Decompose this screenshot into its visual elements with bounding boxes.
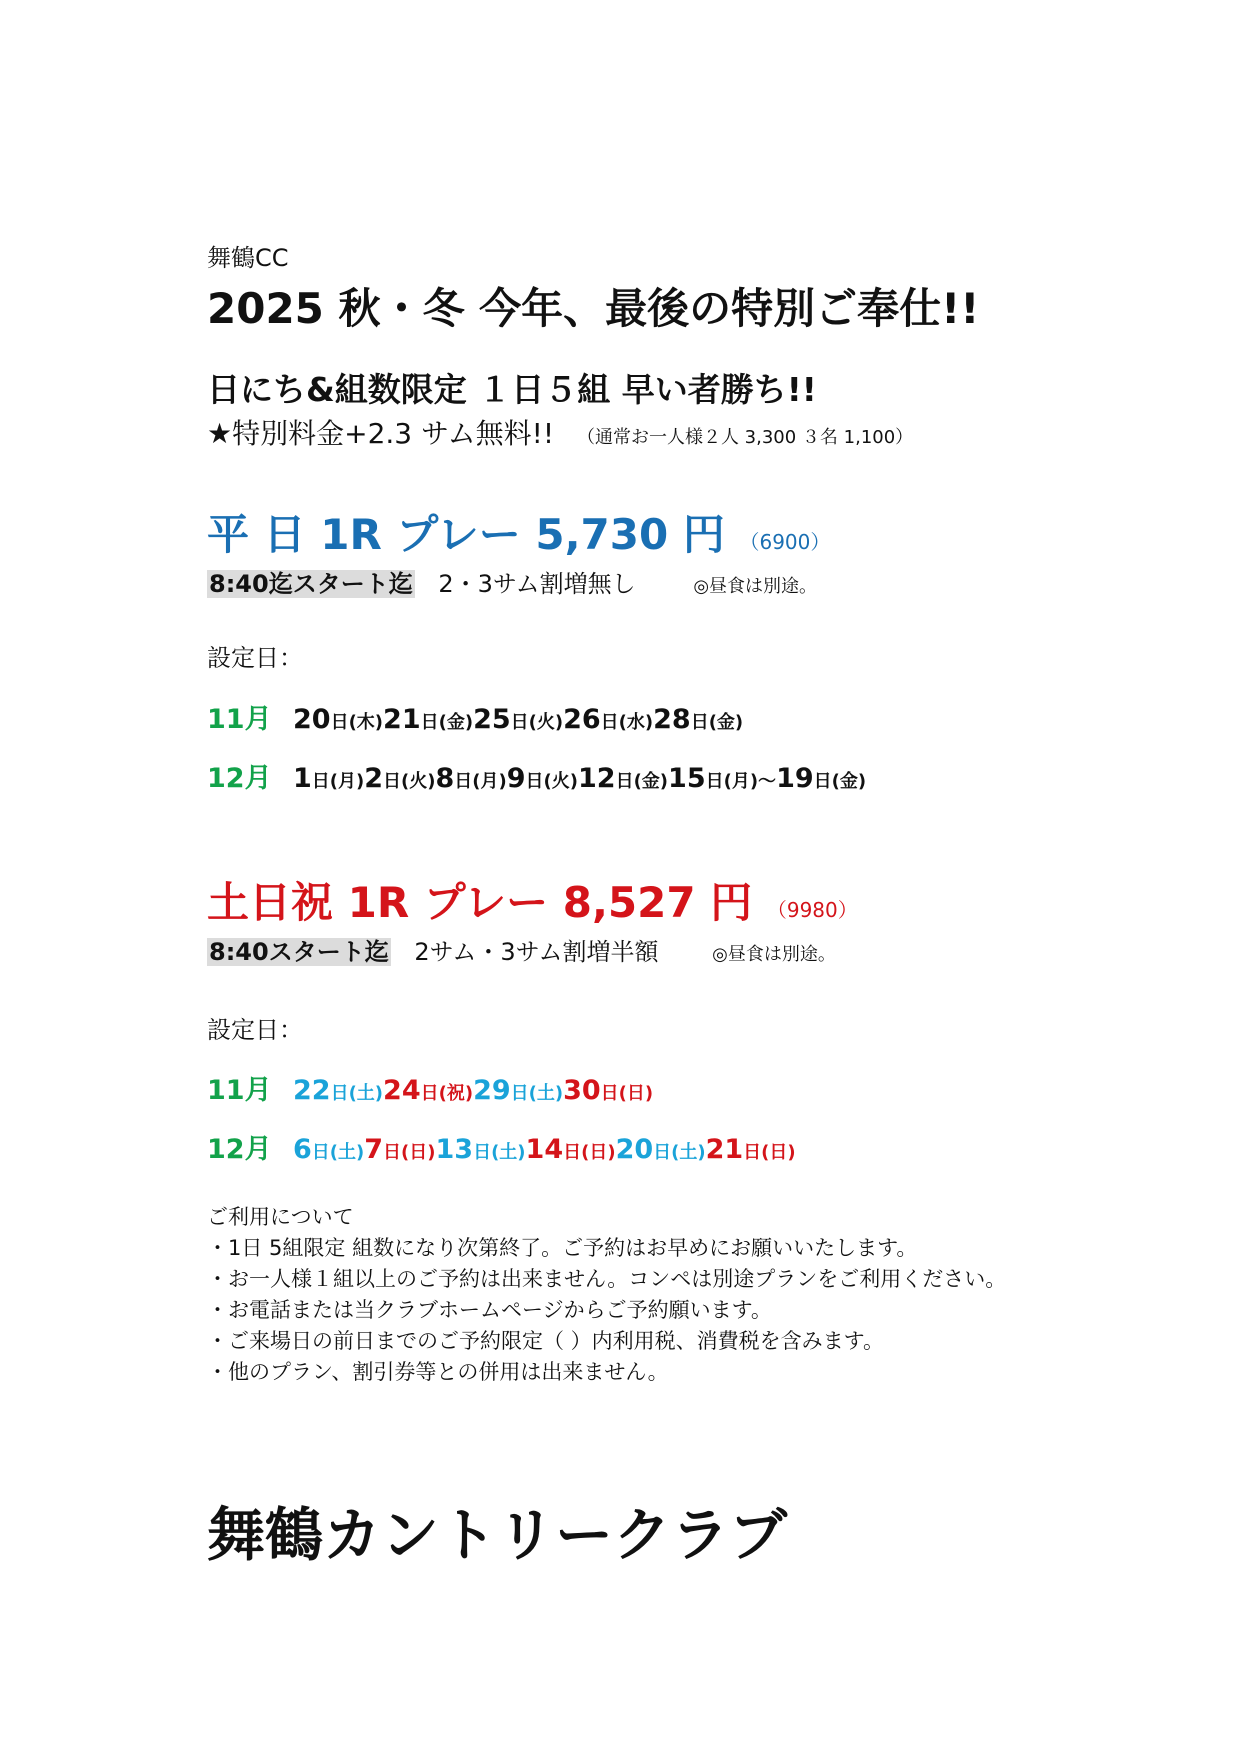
usage-notes <box>207 1202 1006 1388</box>
date-weekday: (火) <box>401 771 436 792</box>
date-item <box>525 1134 616 1165</box>
date-weekday: (金) <box>633 771 669 792</box>
date-item <box>383 704 474 735</box>
weekend-dec-days <box>293 1134 796 1165</box>
page-title: 2025 秋・冬 今年、最後の特別ご奉仕!! <box>207 284 980 333</box>
special-offer <box>207 412 913 452</box>
weekend-start-time: 8:40スタート迄 <box>209 938 389 966</box>
date-day-unit: 日 <box>383 1142 402 1163</box>
weekend-plan-heading <box>207 870 858 930</box>
date-number: 30 <box>563 1075 601 1106</box>
weekday-dec-label: 12月 <box>207 763 272 794</box>
date-weekday: (金) <box>438 712 474 733</box>
date-day-unit: 日 <box>600 712 619 733</box>
date-number: 22 <box>293 1075 331 1106</box>
usage-note-item: ・お電話または当クラブホームページからご予約願います。 <box>207 1298 772 1322</box>
date-item <box>383 1075 474 1106</box>
weekend-price-heading: 土日祝 1R プレー 8,527 円 <box>207 878 753 927</box>
date-number: 9 <box>506 763 526 794</box>
weekend-surcharge: 2サム・3サム割増半額 <box>414 938 659 966</box>
date-number: 12 <box>578 763 616 794</box>
date-day-unit: 日 <box>615 771 634 792</box>
date-item <box>364 763 436 794</box>
date-number: 15 <box>668 763 706 794</box>
weekday-conditions <box>207 564 817 599</box>
date-day-unit: 日 <box>525 771 544 792</box>
date-day-unit: 日 <box>311 1142 330 1163</box>
date-item <box>653 704 744 735</box>
date-item <box>293 1075 384 1106</box>
limited-offer-subtitle: 日にち&組数限定 １日５組 早い者勝ち!! <box>207 370 817 409</box>
date-weekday: (火) <box>528 712 564 733</box>
weekday-dec-days <box>293 763 867 794</box>
weekend-nov-label: 11月 <box>207 1075 272 1106</box>
date-day-unit: 日 <box>705 771 724 792</box>
date-weekday: (土) <box>671 1142 706 1163</box>
date-weekday: (火) <box>543 771 578 792</box>
date-number: 26 <box>563 704 601 735</box>
date-weekday: (日) <box>581 1142 616 1163</box>
weekend-nov-days <box>293 1075 654 1106</box>
date-item <box>364 1134 436 1165</box>
date-item <box>435 1134 526 1165</box>
date-number: 28 <box>653 704 691 735</box>
weekday-plan-heading <box>207 502 830 562</box>
date-number: 6 <box>293 1134 312 1165</box>
date-weekday: (祝) <box>438 1083 474 1104</box>
date-day-unit: 日 <box>653 1142 672 1163</box>
date-number: 29 <box>473 1075 511 1106</box>
club-name-footer: 舞鶴カントリークラブ <box>207 1501 788 1569</box>
date-weekday: (金) <box>831 771 867 792</box>
date-item <box>668 763 777 794</box>
date-item <box>578 763 669 794</box>
weekday-nov-label: 11月 <box>207 704 272 735</box>
usage-note-item: ・ご来場日の前日までのご予約限定（ ）内利用税、消費税を含みます。 <box>207 1329 884 1353</box>
date-number: 14 <box>525 1134 564 1165</box>
date-day-unit: 日 <box>510 712 529 733</box>
date-number: 25 <box>473 704 511 735</box>
date-number: 7 <box>364 1134 384 1165</box>
date-weekday: (日) <box>761 1142 796 1163</box>
date-day-unit: 日 <box>690 712 709 733</box>
weekday-surcharge: 2・3サム割増無し <box>438 570 636 598</box>
date-number: 2 <box>364 763 384 794</box>
usage-note-item: ・1日 5組限定 組数になり次第終了。ご予約はお早めにお願いいたします。 <box>207 1236 918 1260</box>
date-item <box>435 763 507 794</box>
weekend-nov-row <box>207 1068 653 1107</box>
date-weekday: (月) <box>329 771 365 792</box>
date-number: 21 <box>383 704 421 735</box>
date-weekday: (日) <box>618 1083 654 1104</box>
date-day-unit: 日 <box>600 1083 619 1104</box>
date-weekday: (土) <box>329 1142 365 1163</box>
weekday-lunch-note: ◎昼食は別途。 <box>693 576 818 597</box>
date-item <box>293 704 384 735</box>
date-weekday: (土) <box>528 1083 564 1104</box>
date-item <box>473 704 564 735</box>
date-weekday: (土) <box>348 1083 384 1104</box>
date-day-unit: 日 <box>510 1083 529 1104</box>
date-item <box>506 763 578 794</box>
date-weekday: (金) <box>708 712 744 733</box>
club-short-name: 舞鶴CC <box>207 244 289 272</box>
date-day-unit: 日 <box>743 1142 762 1163</box>
special-offer-text: ★特別料金+2.3 サム無料!! <box>207 417 555 450</box>
date-number: 21 <box>705 1134 744 1165</box>
weekend-original-price: （9980） <box>766 898 858 922</box>
date-item <box>705 1134 796 1165</box>
special-offer-note: （通常お一人様２人 3,300 ３名 1,100） <box>576 427 914 448</box>
date-number: 1 <box>293 763 312 794</box>
date-day-unit: 日 <box>420 712 439 733</box>
weekend-dec-row <box>207 1127 796 1166</box>
date-number: 20 <box>615 1134 654 1165</box>
date-weekday: (日) <box>401 1142 436 1163</box>
weekday-original-price: （6900） <box>739 530 831 554</box>
date-item <box>293 1134 365 1165</box>
date-number: 19 <box>776 763 814 794</box>
date-weekday: (月) <box>472 771 507 792</box>
weekend-set-days-label: 設定日： <box>207 1016 303 1044</box>
date-weekday: (木) <box>348 712 384 733</box>
weekday-nov-days <box>293 704 744 735</box>
weekday-price-heading: 平 日 1R プレー 5,730 円 <box>207 510 725 559</box>
date-day-unit: 日 <box>330 712 349 733</box>
usage-note-item: ・他のプラン、割引券等との併用は出来ません。 <box>207 1360 669 1384</box>
weekend-conditions <box>207 932 836 967</box>
date-day-unit: 日 <box>473 1142 492 1163</box>
date-day-unit: 日 <box>813 771 832 792</box>
weekday-set-days-label: 設定日： <box>207 644 303 672</box>
date-weekday: (月)～ <box>723 771 777 792</box>
date-day-unit: 日 <box>330 1083 349 1104</box>
date-item <box>615 1134 706 1165</box>
date-item <box>563 704 654 735</box>
date-number: 13 <box>435 1134 474 1165</box>
date-number: 20 <box>293 704 331 735</box>
weekday-nov-row <box>207 697 743 736</box>
date-day-unit: 日 <box>563 1142 582 1163</box>
weekday-dec-row <box>207 756 866 795</box>
date-day-unit: 日 <box>420 1083 439 1104</box>
date-item <box>293 763 365 794</box>
date-day-unit: 日 <box>383 771 402 792</box>
date-weekday: (土) <box>491 1142 526 1163</box>
date-day-unit: 日 <box>311 771 330 792</box>
weekday-start-time: 8:40迄スタート迄 <box>209 570 413 598</box>
date-number: 24 <box>383 1075 421 1106</box>
usage-notes-heading: ご利用について <box>207 1205 354 1229</box>
date-day-unit: 日 <box>454 771 473 792</box>
weekend-dec-label: 12月 <box>207 1134 272 1165</box>
usage-note-item: ・お一人様１組以上のご予約は出来ません。コンペは別途プランをご利用ください。 <box>207 1267 1007 1291</box>
weekend-lunch-note: ◎昼食は別途。 <box>712 944 836 965</box>
date-item <box>473 1075 564 1106</box>
date-item <box>776 763 867 794</box>
date-item <box>563 1075 654 1106</box>
date-number: 8 <box>435 763 455 794</box>
date-weekday: (水) <box>618 712 654 733</box>
